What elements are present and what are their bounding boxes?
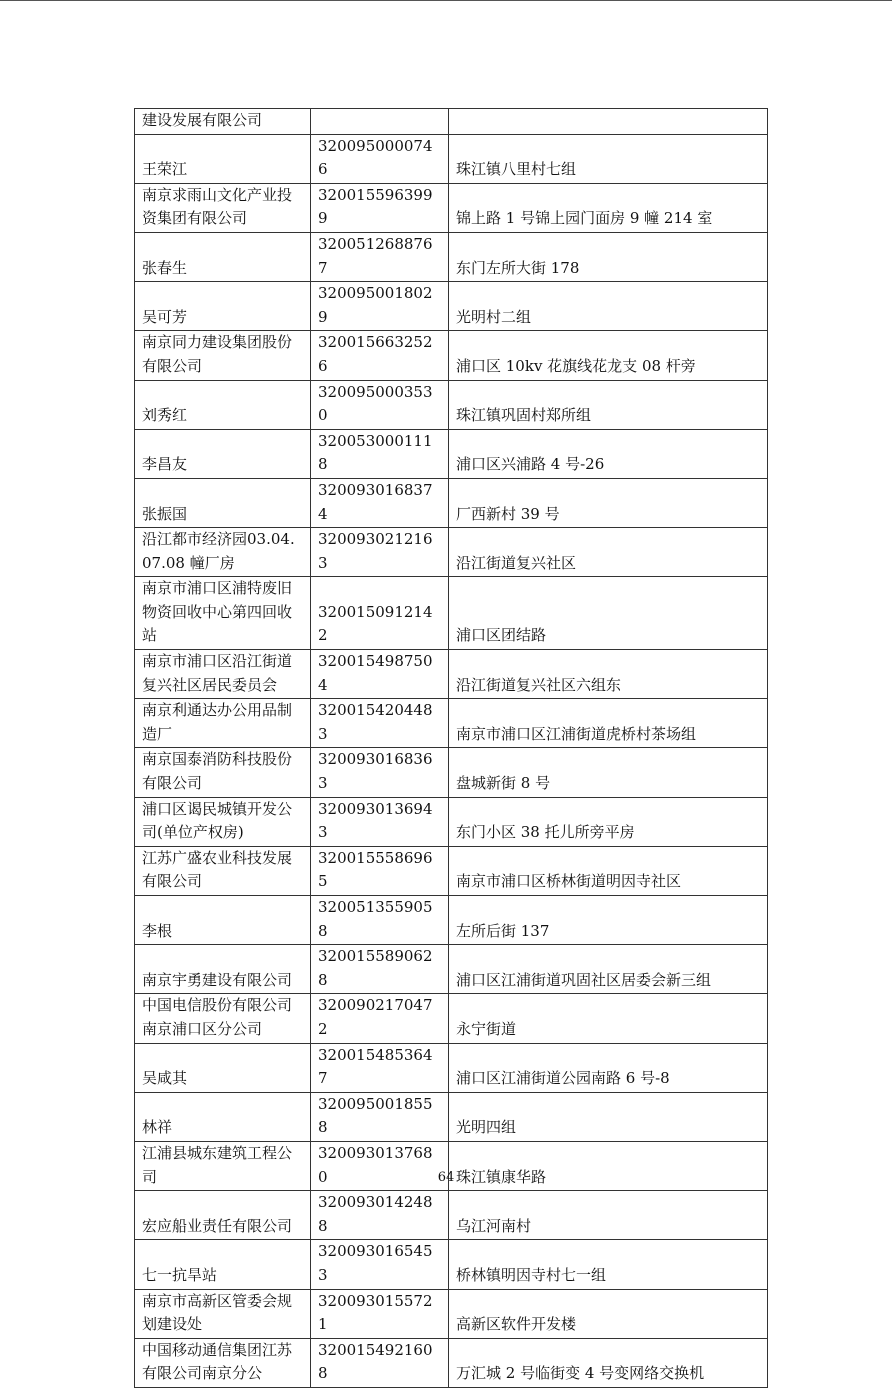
address-cell: 浦口区江浦街道公园南路 6 号-8 xyxy=(449,1043,768,1092)
table-row xyxy=(135,282,768,331)
table-row xyxy=(135,429,768,478)
name-cell: 南京宇勇建设有限公司 xyxy=(135,945,311,994)
address-cell: 乌江河南村 xyxy=(449,1191,768,1240)
name-cell: 江苏广盛农业科技发展有限公司 xyxy=(135,846,311,895)
table-row xyxy=(135,134,768,183)
address-cell: 东门左所大街 178 xyxy=(449,232,768,281)
address-cell: 珠江镇八里村七组 xyxy=(449,134,768,183)
table-row xyxy=(135,232,768,281)
address-cell: 永宁街道 xyxy=(449,994,768,1043)
name-cell: 王荣江 xyxy=(135,134,311,183)
code-cell: 3200530001118 xyxy=(311,429,449,478)
code-cell: 3200950018029 xyxy=(311,282,449,331)
table-row xyxy=(135,748,768,797)
address-cell: 光明村二组 xyxy=(449,282,768,331)
code-cell: 3200154204483 xyxy=(311,699,449,748)
address-cell: 珠江镇康华路 xyxy=(449,1141,768,1190)
address-cell: 浦口区兴浦路 4 号-26 xyxy=(449,429,768,478)
name-cell: 建设发展有限公司 xyxy=(135,109,311,135)
code-cell: 3200950003530 xyxy=(311,380,449,429)
table-row xyxy=(135,528,768,577)
name-cell: 刘秀红 xyxy=(135,380,311,429)
table-row xyxy=(135,183,768,232)
name-cell: 南京市高新区管委会规划建设处 xyxy=(135,1289,311,1338)
page-number: 64 xyxy=(437,1170,455,1185)
code-cell: 3200156632526 xyxy=(311,331,449,380)
code-cell: 3200155963999 xyxy=(311,183,449,232)
code-cell: 3200930165453 xyxy=(311,1240,449,1289)
code-cell: 3200155586965 xyxy=(311,846,449,895)
table-row xyxy=(135,945,768,994)
table-row xyxy=(135,478,768,527)
name-cell: 张振国 xyxy=(135,478,311,527)
address-cell: 南京市浦口区桥林街道明因寺社区 xyxy=(449,846,768,895)
table-row xyxy=(135,797,768,846)
table-row xyxy=(135,109,768,135)
address-cell: 珠江镇巩固村郑所组 xyxy=(449,380,768,429)
address-cell: 万汇城 2 号临街变 4 号变网络交换机 xyxy=(449,1338,768,1387)
address-cell: 浦口区江浦街道巩固社区居委会新三组 xyxy=(449,945,768,994)
name-cell: 南京国泰消防科技股份有限公司 xyxy=(135,748,311,797)
address-cell: 沿江街道复兴社区六组东 xyxy=(449,650,768,699)
table-row xyxy=(135,577,768,650)
address-cell: 厂西新村 39 号 xyxy=(449,478,768,527)
address-cell: 高新区软件开发楼 xyxy=(449,1289,768,1338)
name-cell: 吴可芳 xyxy=(135,282,311,331)
address-cell: 南京市浦口区江浦街道虎桥村茶场组 xyxy=(449,699,768,748)
table-row xyxy=(135,1191,768,1240)
table-row xyxy=(135,1092,768,1141)
code-cell: 3200154853647 xyxy=(311,1043,449,1092)
code-cell: 3200950018558 xyxy=(311,1092,449,1141)
address-cell xyxy=(449,109,768,135)
name-cell: 中国电信股份有限公司南京浦口区分公司 xyxy=(135,994,311,1043)
code-cell: 3200513559058 xyxy=(311,896,449,945)
table-row xyxy=(135,846,768,895)
name-cell: 南京求雨山文化产业投资集团有限公司 xyxy=(135,183,311,232)
name-cell: 南京利通达办公用品制造厂 xyxy=(135,699,311,748)
address-cell: 左所后街 137 xyxy=(449,896,768,945)
name-cell: 林祥 xyxy=(135,1092,311,1141)
address-cell: 浦口区 10kv 花旗线花龙支 08 杆旁 xyxy=(449,331,768,380)
account-table xyxy=(134,108,768,1388)
code-cell: 3200902170472 xyxy=(311,994,449,1043)
table-row xyxy=(135,380,768,429)
name-cell: 七一抗旱站 xyxy=(135,1240,311,1289)
table-row xyxy=(135,331,768,380)
name-cell: 李根 xyxy=(135,896,311,945)
name-cell: 张春生 xyxy=(135,232,311,281)
code-cell: 3200930168374 xyxy=(311,478,449,527)
code-cell: 3200150912142 xyxy=(311,577,449,650)
code-cell: 3200930168363 xyxy=(311,748,449,797)
table-row xyxy=(135,650,768,699)
table-row xyxy=(135,896,768,945)
name-cell: 浦口区谒民城镇开发公司(单位产权房) xyxy=(135,797,311,846)
name-cell: 南京同力建设集团股份有限公司 xyxy=(135,331,311,380)
code-cell: 3200930155721 xyxy=(311,1289,449,1338)
code-cell: 3200950000746 xyxy=(311,134,449,183)
code-cell xyxy=(311,109,449,135)
address-cell: 锦上路 1 号锦上园门面房 9 幢 214 室 xyxy=(449,183,768,232)
table-row xyxy=(135,994,768,1043)
table-row xyxy=(135,699,768,748)
name-cell: 南京市浦口区沿江街道复兴社区居民委员会 xyxy=(135,650,311,699)
name-cell: 中国移动通信集团江苏有限公司南京分公 xyxy=(135,1338,311,1387)
address-cell: 盘城新街 8 号 xyxy=(449,748,768,797)
top-border-line xyxy=(0,0,892,1)
address-cell: 浦口区团结路 xyxy=(449,577,768,650)
name-cell: 吴咸其 xyxy=(135,1043,311,1092)
address-cell: 沿江街道复兴社区 xyxy=(449,528,768,577)
table-row xyxy=(135,1338,768,1387)
code-cell: 3200155890628 xyxy=(311,945,449,994)
name-cell: 宏应船业责任有限公司 xyxy=(135,1191,311,1240)
address-cell: 光明四组 xyxy=(449,1092,768,1141)
code-cell: 3200930142488 xyxy=(311,1191,449,1240)
name-cell: 南京市浦口区浦特废旧物资回收中心第四回收站 xyxy=(135,577,311,650)
code-cell: 3200154921608 xyxy=(311,1338,449,1387)
code-cell: 3200930212163 xyxy=(311,528,449,577)
table-row xyxy=(135,1240,768,1289)
name-cell: 江浦县城东建筑工程公司 xyxy=(135,1141,311,1190)
table-row xyxy=(135,1043,768,1092)
address-cell: 桥林镇明因寺村七一组 xyxy=(449,1240,768,1289)
table-row xyxy=(135,1289,768,1338)
name-cell: 李昌友 xyxy=(135,429,311,478)
code-cell: 3200512688767 xyxy=(311,232,449,281)
address-cell: 东门小区 38 托儿所旁平房 xyxy=(449,797,768,846)
code-cell: 3200930136943 xyxy=(311,797,449,846)
name-cell: 沿江都市经济园03.04.07.08 幢厂房 xyxy=(135,528,311,577)
code-cell: 3200154987504 xyxy=(311,650,449,699)
code-cell: 3200930137680 xyxy=(311,1141,449,1190)
